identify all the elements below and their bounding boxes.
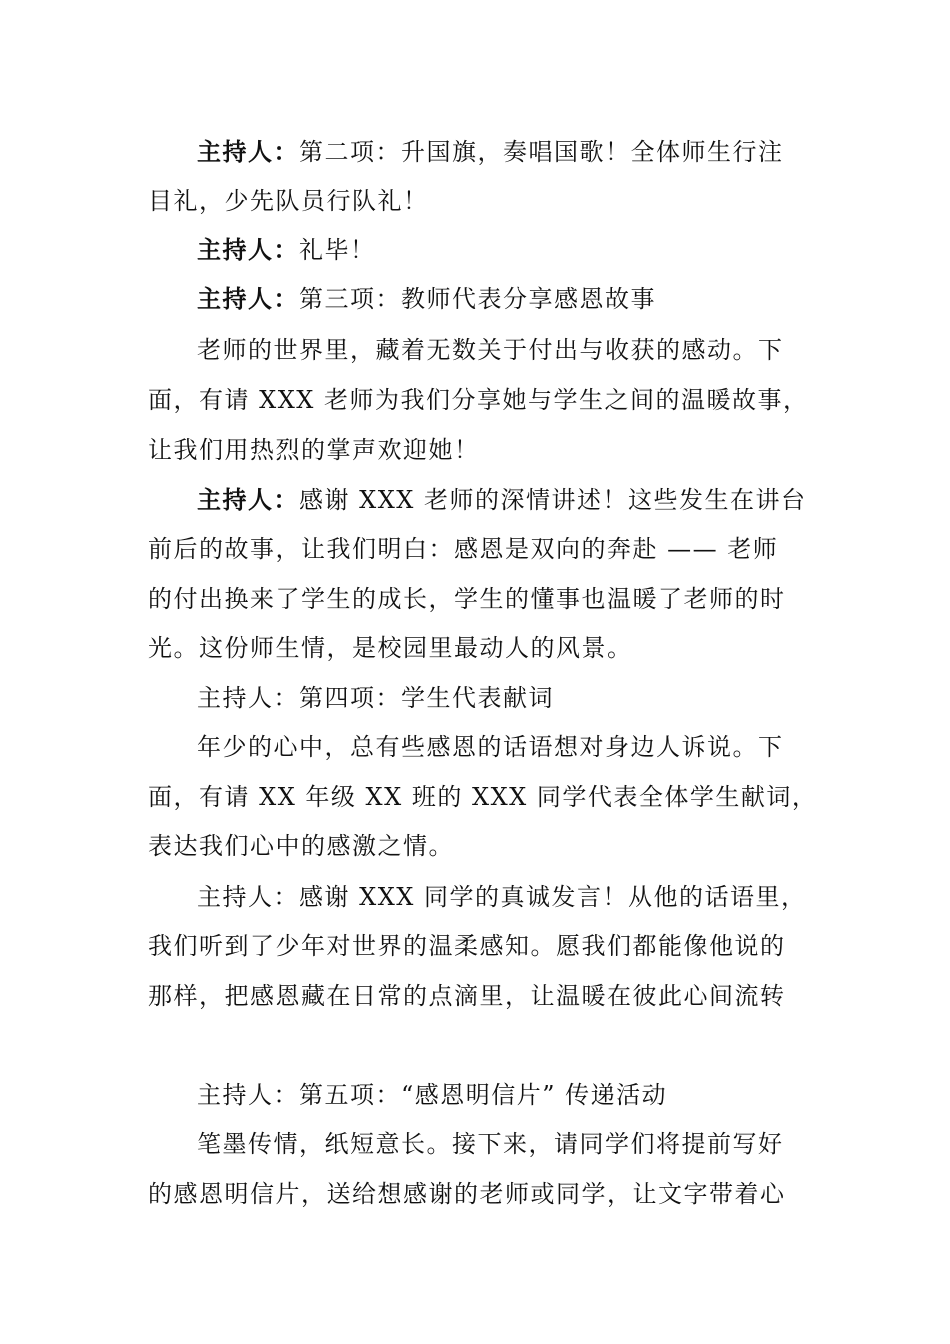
paragraph-line (197, 132, 808, 172)
paragraph-line (197, 727, 808, 767)
line-text: 那样，把感恩藏在日常的点滴里，让温暖在彼此心间流转 (148, 982, 786, 1010)
paragraph-line (148, 628, 808, 668)
host-label: 主持人： (197, 285, 299, 313)
paragraph-line (148, 380, 808, 420)
paragraph-line (197, 480, 808, 520)
line-text: 感谢 XXX 老师的深情讲述！这些发生在讲台 (299, 486, 807, 514)
paragraph-line (197, 330, 808, 370)
line-text: 礼毕！ (299, 236, 376, 264)
host-label: 主持人： (197, 236, 299, 264)
paragraph-line (148, 926, 808, 966)
line-text: 表达我们心中的感激之情。 (148, 832, 454, 860)
line-text: 面，有请 XXX 老师为我们分享她与学生之间的温暖故事， (148, 386, 809, 414)
paragraph-line (148, 579, 808, 619)
host-label: 主持人： (197, 138, 299, 166)
line-text: 笔墨传情，纸短意长。接下来，请同学们将提前写好 (197, 1130, 784, 1158)
line-text: 前后的故事，让我们明白：感恩是双向的奔赴 —— 老师 (148, 535, 779, 563)
paragraph-line (148, 1174, 808, 1214)
line-text: 目礼，少先队员行队礼！ (148, 187, 429, 215)
line-text: 年少的心中，总有些感恩的话语想对身边人诉说。下 (197, 733, 784, 761)
paragraph-line (148, 181, 808, 221)
paragraph-line (197, 1124, 808, 1164)
paragraph-line (197, 1075, 808, 1115)
paragraph-line (197, 877, 808, 917)
paragraph-line (197, 279, 808, 319)
line-text: 第三项：教师代表分享感恩故事 (299, 285, 656, 313)
line-text: 的感恩明信片，送给想感谢的老师或同学，让文字带着心 (148, 1180, 786, 1208)
line-text: 老师的世界里，藏着无数关于付出与收获的感动。下 (197, 336, 784, 364)
paragraph-line (148, 976, 808, 1016)
paragraph-line (148, 777, 818, 817)
line-text: 让我们用热烈的掌声欢迎她！ (148, 436, 480, 464)
line-text: 光。这份师生情，是校园里最动人的风景。 (148, 634, 633, 662)
line-text: 主持人：感谢 XXX 同学的真诚发言！从他的话语里， (197, 883, 807, 911)
line-text: 我们听到了少年对世界的温柔感知。愿我们都能像他说的 (148, 932, 786, 960)
line-text: 主持人：第五项：“感恩明信片” 传递活动 (197, 1081, 668, 1109)
paragraph-line (148, 529, 808, 569)
line-text: 的付出换来了学生的成长，学生的懂事也温暖了老师的时 (148, 585, 786, 613)
paragraph-line (197, 678, 808, 718)
line-text: 第二项：升国旗，奏唱国歌！全体师生行注 (299, 138, 784, 166)
paragraph-line (148, 430, 808, 470)
paragraph-line (148, 826, 808, 866)
line-text: 主持人：第四项：学生代表献词 (197, 684, 554, 712)
paragraph-line (197, 230, 808, 270)
line-text: 面，有请 XX 年级 XX 班的 XXX 同学代表全体学生献词， (148, 783, 818, 811)
host-label: 主持人： (197, 486, 299, 514)
